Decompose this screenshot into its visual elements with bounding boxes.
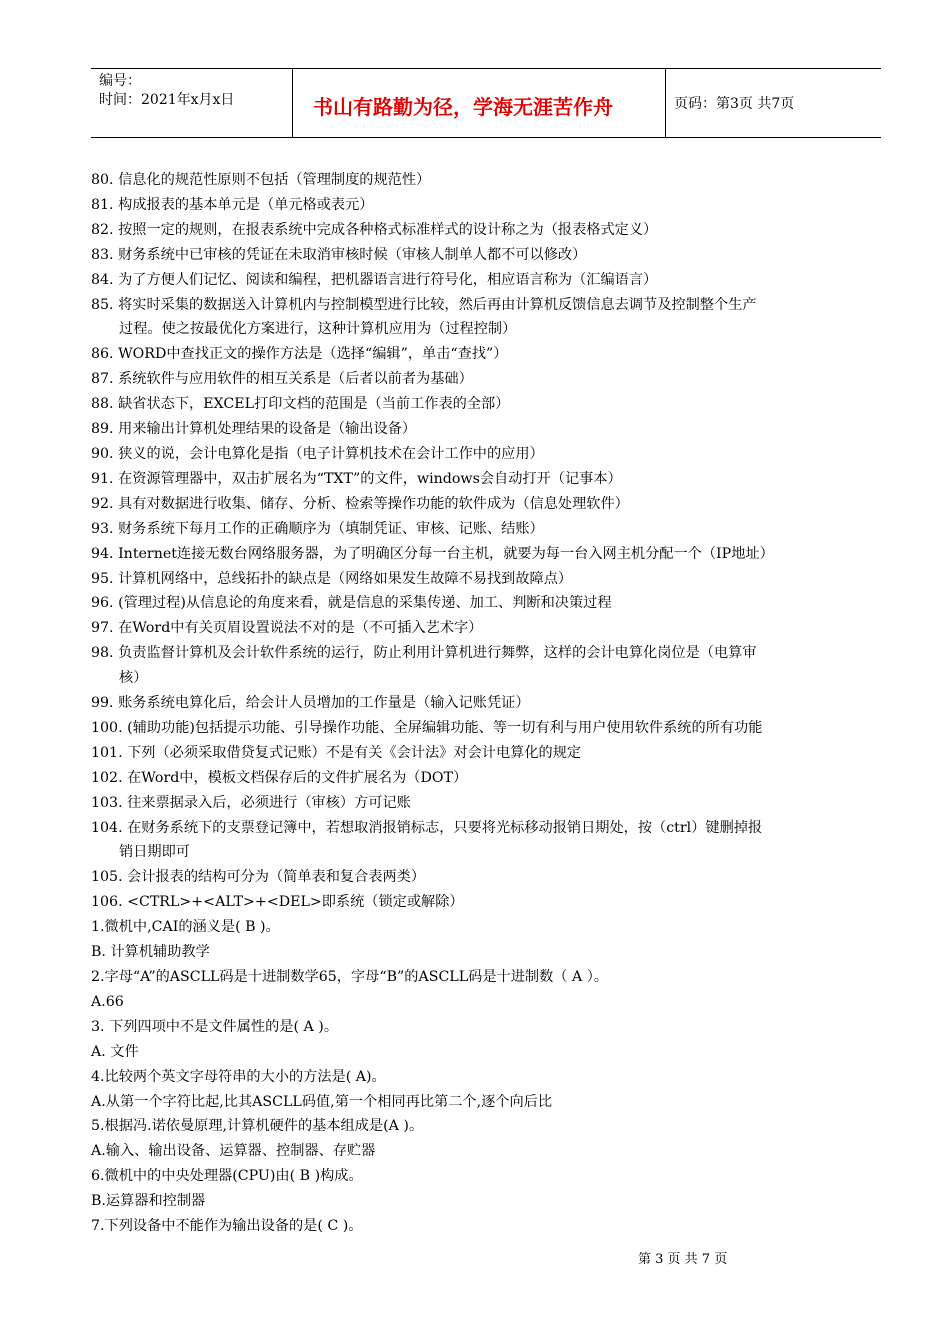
text-line: 98. 负责监督计算机及会计软件系统的运行，防止利用计算机进行舞弊，这样的会计电算化岗位是（电算审 bbox=[91, 645, 757, 662]
text-line-continued: 过程。使之按最优化方案进行，这种计算机应用为（过程控制） bbox=[119, 321, 517, 338]
answer-line: A.输入、输出设备、运算器、控制器、存贮器 bbox=[91, 1143, 376, 1160]
text-line: 105. 会计报表的结构可分为（简单表和复合表两类） bbox=[91, 869, 426, 886]
question-line: 5.根据冯.诺依曼原理,计算机硬件的基本组成是(A )。 bbox=[91, 1118, 424, 1135]
text-line: 87. 系统软件与应用软件的相互关系是（后者以前者为基础） bbox=[91, 371, 473, 388]
text-line: 102. 在Word中，模板文档保存后的文件扩展名为（DOT） bbox=[91, 769, 468, 786]
text-line: 103. 往来票据录入后，必须进行（审核）方可记账 bbox=[91, 794, 411, 811]
text-line: 93. 财务系统下每月工作的正确顺序为（填制凭证、审核、记账、结账） bbox=[91, 520, 544, 537]
text-line: 104. 在财务系统下的支票登记簿中，若想取消报销标志，只要将光标移动报销日期处，按（ctrl）键删掉报 bbox=[91, 819, 763, 836]
answer-line: A.66 bbox=[91, 993, 124, 1010]
text-line: 88. 缺省状态下，EXCEL打印文档的范围是（当前工作表的全部） bbox=[91, 396, 510, 413]
doc-number-label: 编号： bbox=[99, 73, 141, 89]
text-line: 97. 在Word中有关页眉设置说法不对的是（不可插入艺术字） bbox=[91, 620, 483, 637]
text-line: 80. 信息化的规范性原则不包括（管理制度的规范性） bbox=[91, 172, 431, 188]
page-footer: 第 3 页 共 7 页 bbox=[638, 1252, 728, 1267]
text-line: 82. 按照一定的规则，在报表系统中完成各种格式标准样式的设计称之为（报表格式定义） bbox=[91, 221, 658, 238]
header-meta bbox=[91, 69, 293, 137]
question-line: 4.比较两个英文字母符串的大小的方法是( A)。 bbox=[91, 1068, 386, 1085]
text-line: 91. 在资源管理器中，双击扩展名为“TXT”的文件，windows会自动打开（记事本） bbox=[91, 470, 622, 487]
answer-line: A.从第一个字符比起,比其ASCLL码值,第一个相同再比第二个,逐个向后比 bbox=[91, 1093, 553, 1110]
header-motto-cell bbox=[293, 69, 666, 137]
text-line: 92. 具有对数据进行收集、储存、分析、检索等操作功能的软件成为（信息处理软件） bbox=[91, 495, 629, 512]
document-body bbox=[91, 168, 883, 1239]
doc-time-label: 时间：2021年x月x日 bbox=[99, 92, 235, 108]
header-motto: 书山有路勤为径，学海无涯苦作舟 bbox=[313, 95, 613, 119]
question-line: 1.微机中,CAI的涵义是( B )。 bbox=[91, 919, 280, 936]
question-line: 7.下列设备中不能作为输出设备的是( C )。 bbox=[91, 1218, 363, 1235]
question-line: 3. 下列四项中不是文件属性的是( A )。 bbox=[91, 1018, 339, 1035]
answer-line: B. 计算机辅助教学 bbox=[91, 944, 210, 961]
answer-line: A. 文件 bbox=[91, 1043, 139, 1060]
question-line: 2.字母“A”的ASCLL码是十进制数学65，字母“B”的ASCLL码是十进制数（ A ）。 bbox=[91, 969, 608, 985]
text-line: 84. 为了方便人们记忆、阅读和编程，把机器语言进行符号化，相应语言称为（汇编语言） bbox=[91, 271, 658, 288]
text-line-continued: 销日期即可 bbox=[119, 844, 190, 861]
question-line: 6.微机中的中央处理器(CPU)由( B )构成。 bbox=[91, 1168, 363, 1185]
text-line: 85. 将实时采集的数据送入计算机内与控制模型进行比较，然后再由计算机反馈信息去调节及控制整个生产 bbox=[91, 296, 757, 313]
text-line: 89. 用来输出计算机处理结果的设备是（输出设备） bbox=[91, 421, 417, 438]
text-line: 95. 计算机网络中，总线拓扑的缺点是（网络如果发生故障不易找到故障点） bbox=[91, 570, 573, 587]
text-line: 86. WORD中查找正文的操作方法是（选择“编辑”，单击“查找”） bbox=[91, 346, 508, 363]
text-line: 106. <CTRL>+<ALT>+<DEL>即系统（锁定或解除） bbox=[91, 894, 464, 911]
text-line: 94. Internet连接无数台网络服务器，为了明确区分每一台主机，就要为每一台入网主机分配一个（IP地址） bbox=[91, 545, 774, 562]
page-header bbox=[91, 68, 881, 138]
text-line: 101. 下列（必须采取借贷复式记账）不是有关《会计法》对会计电算化的规定 bbox=[91, 744, 582, 761]
text-line: 90. 狭义的说，会计电算化是指（电子计算机技术在会计工作中的应用） bbox=[91, 445, 544, 462]
text-line: 96. (管理过程)从信息论的角度来看，就是信息的采集传递、加工、判断和决策过程 bbox=[91, 595, 612, 612]
text-line: 81. 构成报表的基本单元是（单元格或表元） bbox=[91, 196, 374, 213]
text-line: 100. (辅助功能)包括提示功能、引导操作功能、全屏编辑功能、等一切有利与用户使用软件系统的所有功能 bbox=[91, 719, 763, 736]
answer-line: B.运算器和控制器 bbox=[91, 1193, 206, 1210]
text-line-continued: 核） bbox=[119, 670, 148, 687]
header-page-number: 页码：第3页 共7页 bbox=[674, 96, 795, 112]
text-line: 83. 财务系统中已审核的凭证在未取消审核时候（审核人制单人都不可以修改） bbox=[91, 246, 587, 263]
text-line: 99. 账务系统电算化后，给会计人员增加的工作量是（输入记账凭证） bbox=[91, 695, 530, 712]
